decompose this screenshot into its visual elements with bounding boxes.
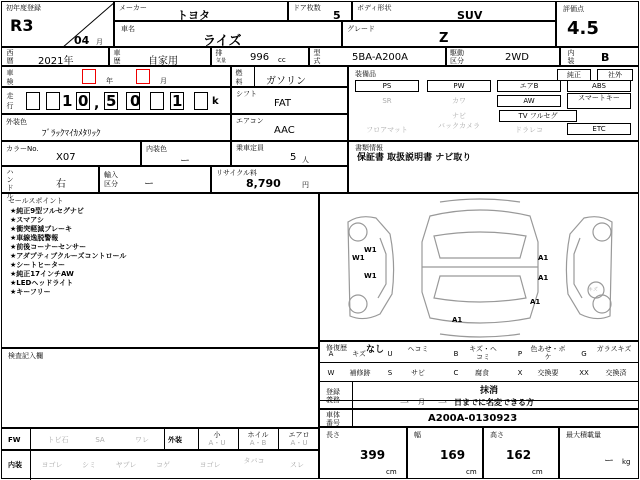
aero-grade: A・U <box>290 439 308 447</box>
doors-cell <box>288 1 352 21</box>
recycle-label: リサイクル料 <box>216 169 258 177</box>
color-no-cell <box>1 141 141 166</box>
inspector-cell <box>1 348 319 428</box>
shift-value: FAT <box>274 98 292 109</box>
load-cell <box>559 427 639 479</box>
legend-name: ガラスキズ <box>596 345 632 353</box>
mileage-digit-box <box>170 92 184 110</box>
drive-value: 2WD <box>505 52 529 63</box>
equip-sunroof: SR <box>355 95 419 107</box>
registration-status: 抹消 <box>480 386 499 396</box>
height-cell <box>483 427 559 479</box>
inspection-month-unit: 月 <box>160 77 167 85</box>
legend-code: C <box>453 369 459 377</box>
capacity-cell <box>231 141 348 166</box>
damage-mark: A1 <box>530 298 541 306</box>
use-value: 自家用 <box>148 56 178 67</box>
int-item: ヨゴレ <box>41 461 63 469</box>
mileage-digit-box <box>150 92 164 110</box>
import-label-2: 区分 <box>104 180 118 188</box>
height-label: 高さ <box>490 431 504 439</box>
sales-label: セールスポイント <box>8 197 64 205</box>
first-reg-month-unit: 月 <box>96 38 103 46</box>
color-value: ﾌﾞﾗｯｸﾏｲｶﾒﾀﾘｯｸ <box>42 129 101 139</box>
equip-navi: ナビ <box>427 110 491 122</box>
length-cell <box>319 427 407 479</box>
sales-point: ★LEDヘッドライト <box>10 279 74 287</box>
legend-name: 補修跡 <box>349 369 371 377</box>
first-reg-label: 初年度登録 <box>6 4 41 12</box>
legend-code: XX <box>579 369 589 377</box>
int-item: コゲ <box>156 461 170 469</box>
disp-cell <box>211 47 309 66</box>
fuel-label-1: 燃 <box>235 69 243 77</box>
aero-label: エアロ <box>288 431 310 439</box>
grade-cell <box>342 21 556 47</box>
legend-code: B <box>453 350 459 358</box>
ext-grade: A・U <box>208 439 226 447</box>
length-value: 399 <box>360 448 386 462</box>
disp-value: 996 <box>250 52 270 63</box>
legend-code: P <box>517 350 523 358</box>
mileage-digit-box <box>194 92 208 110</box>
model-label: 車名 <box>121 25 135 33</box>
shift-cell <box>231 87 348 114</box>
mileage-digit: 0 <box>130 92 141 110</box>
fuel-value: ガソリン <box>266 76 306 87</box>
year-value: 2021年 <box>38 56 74 67</box>
legend-code: G <box>581 350 587 358</box>
load-unit: kg <box>622 458 631 466</box>
capacity-unit: 人 <box>302 156 309 164</box>
int-color-cell <box>141 141 231 166</box>
equip-floormat: フロアマット <box>355 124 419 136</box>
equip-pw: PW <box>427 80 491 92</box>
documents-label: 書類情報 <box>355 144 383 152</box>
sales-point: ★衝突軽減ブレーキ <box>10 225 72 233</box>
legend-name: キズ <box>352 350 366 358</box>
damage-mark: W1 <box>364 246 377 254</box>
inspection-year-box <box>82 69 96 84</box>
equip-airbag: エアB <box>497 80 561 92</box>
doors-label: ドア枚数 <box>293 4 321 12</box>
registration-month-dash: 一 <box>400 399 410 409</box>
inspection-label-1: 車 <box>6 69 14 77</box>
fuel-label-2: 料 <box>235 78 243 86</box>
mileage-digit: 0 <box>78 92 89 110</box>
legend-name: サビ <box>411 369 425 377</box>
height-value: 162 <box>506 448 532 462</box>
year-label-2: 暦 <box>6 57 14 65</box>
wheel-grade: A・B <box>249 439 267 447</box>
car-diagram-cell <box>319 193 639 341</box>
chassis-value: A200A-0130923 <box>428 413 518 424</box>
sales-point: ★車線逸脱警報 <box>10 234 59 242</box>
mileage-digit-box <box>46 92 60 110</box>
sales-point: ★前後コーナーセンサー <box>10 243 87 251</box>
grade-value: Z <box>439 31 449 46</box>
int-item: シミ <box>82 461 96 469</box>
equip-fullseg-label: フルセグ <box>529 112 558 120</box>
sales-point: ★純正9型フルセグナビ <box>10 207 84 215</box>
handle-label-2: ン <box>6 176 14 184</box>
type-cell <box>309 47 446 66</box>
aircon-cell <box>231 114 348 141</box>
ext-small-label: 小 <box>213 431 221 439</box>
registration-month-unit: 月 <box>418 398 425 406</box>
inspection-month-box <box>136 69 150 84</box>
registration-label-2: 義務 <box>326 396 340 404</box>
int-color-label: 内装色 <box>146 145 167 153</box>
legend-name: 交換要 <box>537 369 559 377</box>
equip-aw: AW <box>497 95 561 107</box>
legend-name: キズ・ヘコミ <box>469 345 497 361</box>
recycle-unit: 円 <box>302 181 309 189</box>
chassis-label-2: 番号 <box>326 419 340 427</box>
int-label: 内装 <box>8 461 22 469</box>
length-unit: cm <box>386 468 397 476</box>
length-label: 長さ <box>326 431 340 439</box>
import-value: ー <box>144 179 154 190</box>
drive-cell <box>446 47 560 66</box>
grade-label: グレード <box>347 25 375 33</box>
int-row <box>1 450 319 479</box>
load-value: ー <box>604 456 614 467</box>
fw-label: FW <box>8 436 21 444</box>
equip-tv <box>499 110 577 122</box>
score-label: 評価点 <box>563 5 584 13</box>
use-label-1: 車 <box>113 49 121 57</box>
chassis-label-1: 車体 <box>326 411 340 419</box>
equip-etc: ETC <box>567 123 631 135</box>
int-grade-label-2: 装 <box>567 57 575 65</box>
inspection-year-unit: 年 <box>106 77 113 85</box>
legend-code: X <box>517 369 523 377</box>
handle-label-3: ドル <box>6 184 14 200</box>
wheel-label: ホイル <box>247 431 269 439</box>
equip-leather: カワ <box>427 95 491 107</box>
registration-day-dash: 一 <box>438 399 448 409</box>
model-cell <box>114 21 342 47</box>
equip-dashcam: ドラレコ <box>497 124 561 136</box>
int-item: タバコ <box>243 457 265 465</box>
aftermarket-badge: 社外 <box>597 69 633 81</box>
mileage-comma: , <box>94 96 100 112</box>
equip-abs: ABS <box>567 80 631 92</box>
fuel-cell <box>231 66 348 87</box>
registration-cell <box>319 381 639 409</box>
body-label: ボディ形状 <box>357 4 392 12</box>
first-reg-cell <box>1 1 114 47</box>
maker-value: トヨタ <box>177 9 210 22</box>
score-cell <box>556 1 639 47</box>
height-unit: cm <box>532 468 543 476</box>
capacity-value: 5 <box>290 152 297 163</box>
handle-value: 右 <box>56 179 66 190</box>
repair-label: 修復歴 <box>326 344 347 352</box>
sales-point: ★アダプティブクルーズコントロール <box>10 252 127 260</box>
legend-name: ヘコミ <box>407 345 429 353</box>
documents-cell <box>348 141 639 193</box>
year-cell <box>1 47 109 66</box>
disp-unit: cc <box>278 56 286 64</box>
damage-mark: W1 <box>364 272 377 280</box>
fw-item: トビ石 <box>47 436 69 444</box>
drive-label-2: 区分 <box>450 57 464 65</box>
genuine-badge: 純正 <box>557 69 591 81</box>
damage-mark: A1 <box>538 254 549 262</box>
type-label-1: 型 <box>313 49 321 57</box>
use-cell <box>109 47 211 66</box>
int-item: スレ <box>290 461 304 469</box>
sales-point: ★純正17インチAW <box>10 270 74 278</box>
disp-label-1: 排 <box>215 49 223 57</box>
maker-cell <box>114 1 288 21</box>
model-value: ライズ <box>203 34 242 49</box>
legend-code: A <box>328 350 334 358</box>
int-item: ヤブレ <box>115 461 137 469</box>
width-cell <box>407 427 483 479</box>
registration-day-text: 日までに名変できる方 <box>454 398 534 407</box>
inspector-label: 検査記入欄 <box>8 352 43 360</box>
legend-code: W <box>327 369 335 377</box>
equip-tv-label: TV <box>518 112 528 120</box>
mileage-digit-box <box>26 92 40 110</box>
width-unit: cm <box>466 468 477 476</box>
year-label-1: 西 <box>6 49 14 57</box>
fw-item: ワレ <box>135 436 149 444</box>
sales-cell <box>1 193 319 348</box>
handle-label-1: ハ <box>6 168 14 176</box>
legend-name: 色あせ・ボケ <box>530 345 566 361</box>
load-label: 最大積載量 <box>566 431 601 439</box>
equip-smartkey: スマートキー <box>567 93 631 109</box>
ext-label: 外装 <box>168 436 182 444</box>
sales-point: ★シートヒーター <box>10 261 65 269</box>
mileage-digit: 5 <box>106 92 117 110</box>
chassis-cell <box>319 409 639 427</box>
legend-name: 腐食 <box>475 369 489 377</box>
score-value: 4.5 <box>567 18 599 39</box>
aircon-value: AAC <box>274 125 295 136</box>
doors-value: 5 <box>333 9 341 22</box>
diagonal-divider <box>2 2 115 48</box>
legend-code: U <box>387 350 393 358</box>
width-label: 幅 <box>414 431 421 439</box>
fw-item: SA <box>95 436 105 444</box>
type-value: 5BA-A200A <box>352 52 409 63</box>
legend-name: 交換済 <box>605 369 627 377</box>
first-reg-month: 04 <box>74 34 90 47</box>
color-no-value: X07 <box>56 152 76 163</box>
mileage-digit: 1 <box>62 92 73 110</box>
recycle-cell <box>211 166 348 193</box>
key-note: キズ <box>588 287 598 293</box>
damage-mark: W1 <box>352 254 365 262</box>
repair-value: なし <box>366 345 385 355</box>
registration-label-1: 登録 <box>326 388 340 396</box>
inspection-cell <box>1 66 231 87</box>
fw-row <box>1 428 319 450</box>
import-cell <box>99 166 211 193</box>
documents-value: 保証書 取扱説明書 ナビ取り <box>357 153 472 163</box>
int-color-value: ー <box>180 156 190 167</box>
equipment-label: 装備品 <box>355 70 376 78</box>
int-item: ヨゴレ <box>199 461 221 469</box>
equip-ps: PS <box>355 80 419 92</box>
int-grade-cell <box>560 47 639 66</box>
sales-point: ★キーフリー <box>10 288 51 296</box>
body-cell <box>352 1 556 21</box>
import-label-1: 輸入 <box>104 171 118 179</box>
width-value: 169 <box>440 448 466 462</box>
disp-label-2: 気量 <box>215 58 226 64</box>
color-cell <box>1 114 231 141</box>
inspection-label-2: 検 <box>6 78 14 86</box>
mileage-digit: 1 <box>172 92 183 110</box>
int-grade-label-1: 内 <box>567 49 575 57</box>
recycle-value: 8,790 <box>246 177 281 190</box>
body-value: SUV <box>457 9 483 22</box>
mileage-label-2: 行 <box>6 102 14 110</box>
first-reg-year: R3 <box>10 16 34 35</box>
aircon-label: エアコン <box>236 117 264 125</box>
legend-code: S <box>387 369 393 377</box>
color-label: 外装色 <box>6 118 27 126</box>
car-diagram <box>320 194 640 342</box>
use-label-2: 歴 <box>113 57 121 65</box>
maker-label: メーカー <box>119 4 147 12</box>
shift-label: シフト <box>236 90 257 98</box>
type-label-2: 式 <box>313 57 321 65</box>
equipment-cell <box>348 66 639 141</box>
color-no-label: カラーNo. <box>6 145 39 153</box>
mileage-label-1: 走 <box>6 92 14 100</box>
handle-cell <box>1 166 99 200</box>
damage-mark: A1 <box>538 274 549 282</box>
damage-mark: A1 <box>452 316 463 324</box>
mileage-unit: k <box>212 96 219 107</box>
int-grade-value: B <box>601 51 610 64</box>
capacity-label: 乗車定員 <box>236 144 264 152</box>
equip-backcam: バックカメラ <box>427 122 491 138</box>
drive-label-1: 駆動 <box>450 49 464 57</box>
sales-point: ★スマアシ <box>10 216 44 224</box>
